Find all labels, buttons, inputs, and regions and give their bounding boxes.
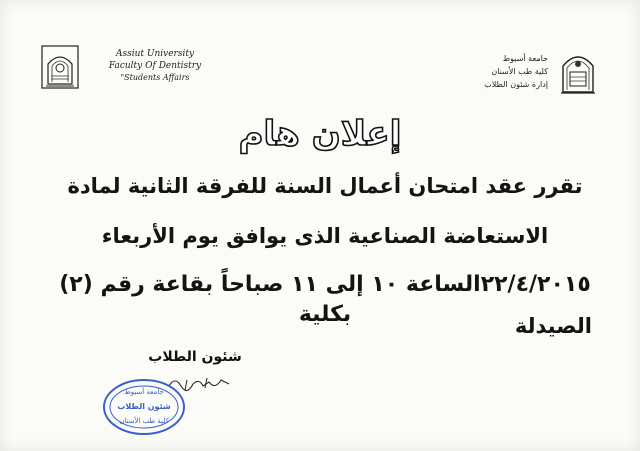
stamp-line-2: شئون الطلاب: [117, 402, 171, 411]
arabic-header-line-3: إدارة شئون الطلاب: [484, 80, 548, 89]
university-logo-icon: [40, 44, 80, 90]
arabic-header-line-1: جامعة أسيوط: [502, 54, 548, 63]
arabic-header-line-2: كلية طب الأسنان: [491, 67, 548, 76]
signature-title: شئون الطلاب: [148, 349, 242, 365]
official-stamp: [100, 376, 188, 438]
notice-line-4: الصيدلة: [514, 314, 592, 338]
notice-line-1: تقرر عقد امتحان أعمال السنة للفرقة الثانية لمادة: [67, 174, 583, 198]
stamp-line-1: جامعة أسيوط: [124, 388, 164, 396]
faculty-logo-icon: [560, 50, 596, 94]
english-header: [90, 48, 220, 84]
notice-line-2: الاستعاضة الصناعية الذى يوافق يوم الأربعاء: [101, 224, 549, 248]
notice-line-3: ٢٢/٤/٢٠١٥الساعة ١٠ إلى ١١ صباحاً بقاعة رقم (٢) بكلية: [59, 272, 591, 327]
arabic-header: [418, 52, 548, 91]
stamp-line-3: كلية طب الأسنان: [119, 417, 169, 425]
english-header-line-2: Faculty Of Dentistry: [108, 61, 202, 71]
english-header-line-1: Assiut University: [115, 49, 195, 59]
english-header-line-3: "Students Affairs: [120, 73, 190, 82]
notice-title: إعلان هام: [238, 114, 402, 154]
